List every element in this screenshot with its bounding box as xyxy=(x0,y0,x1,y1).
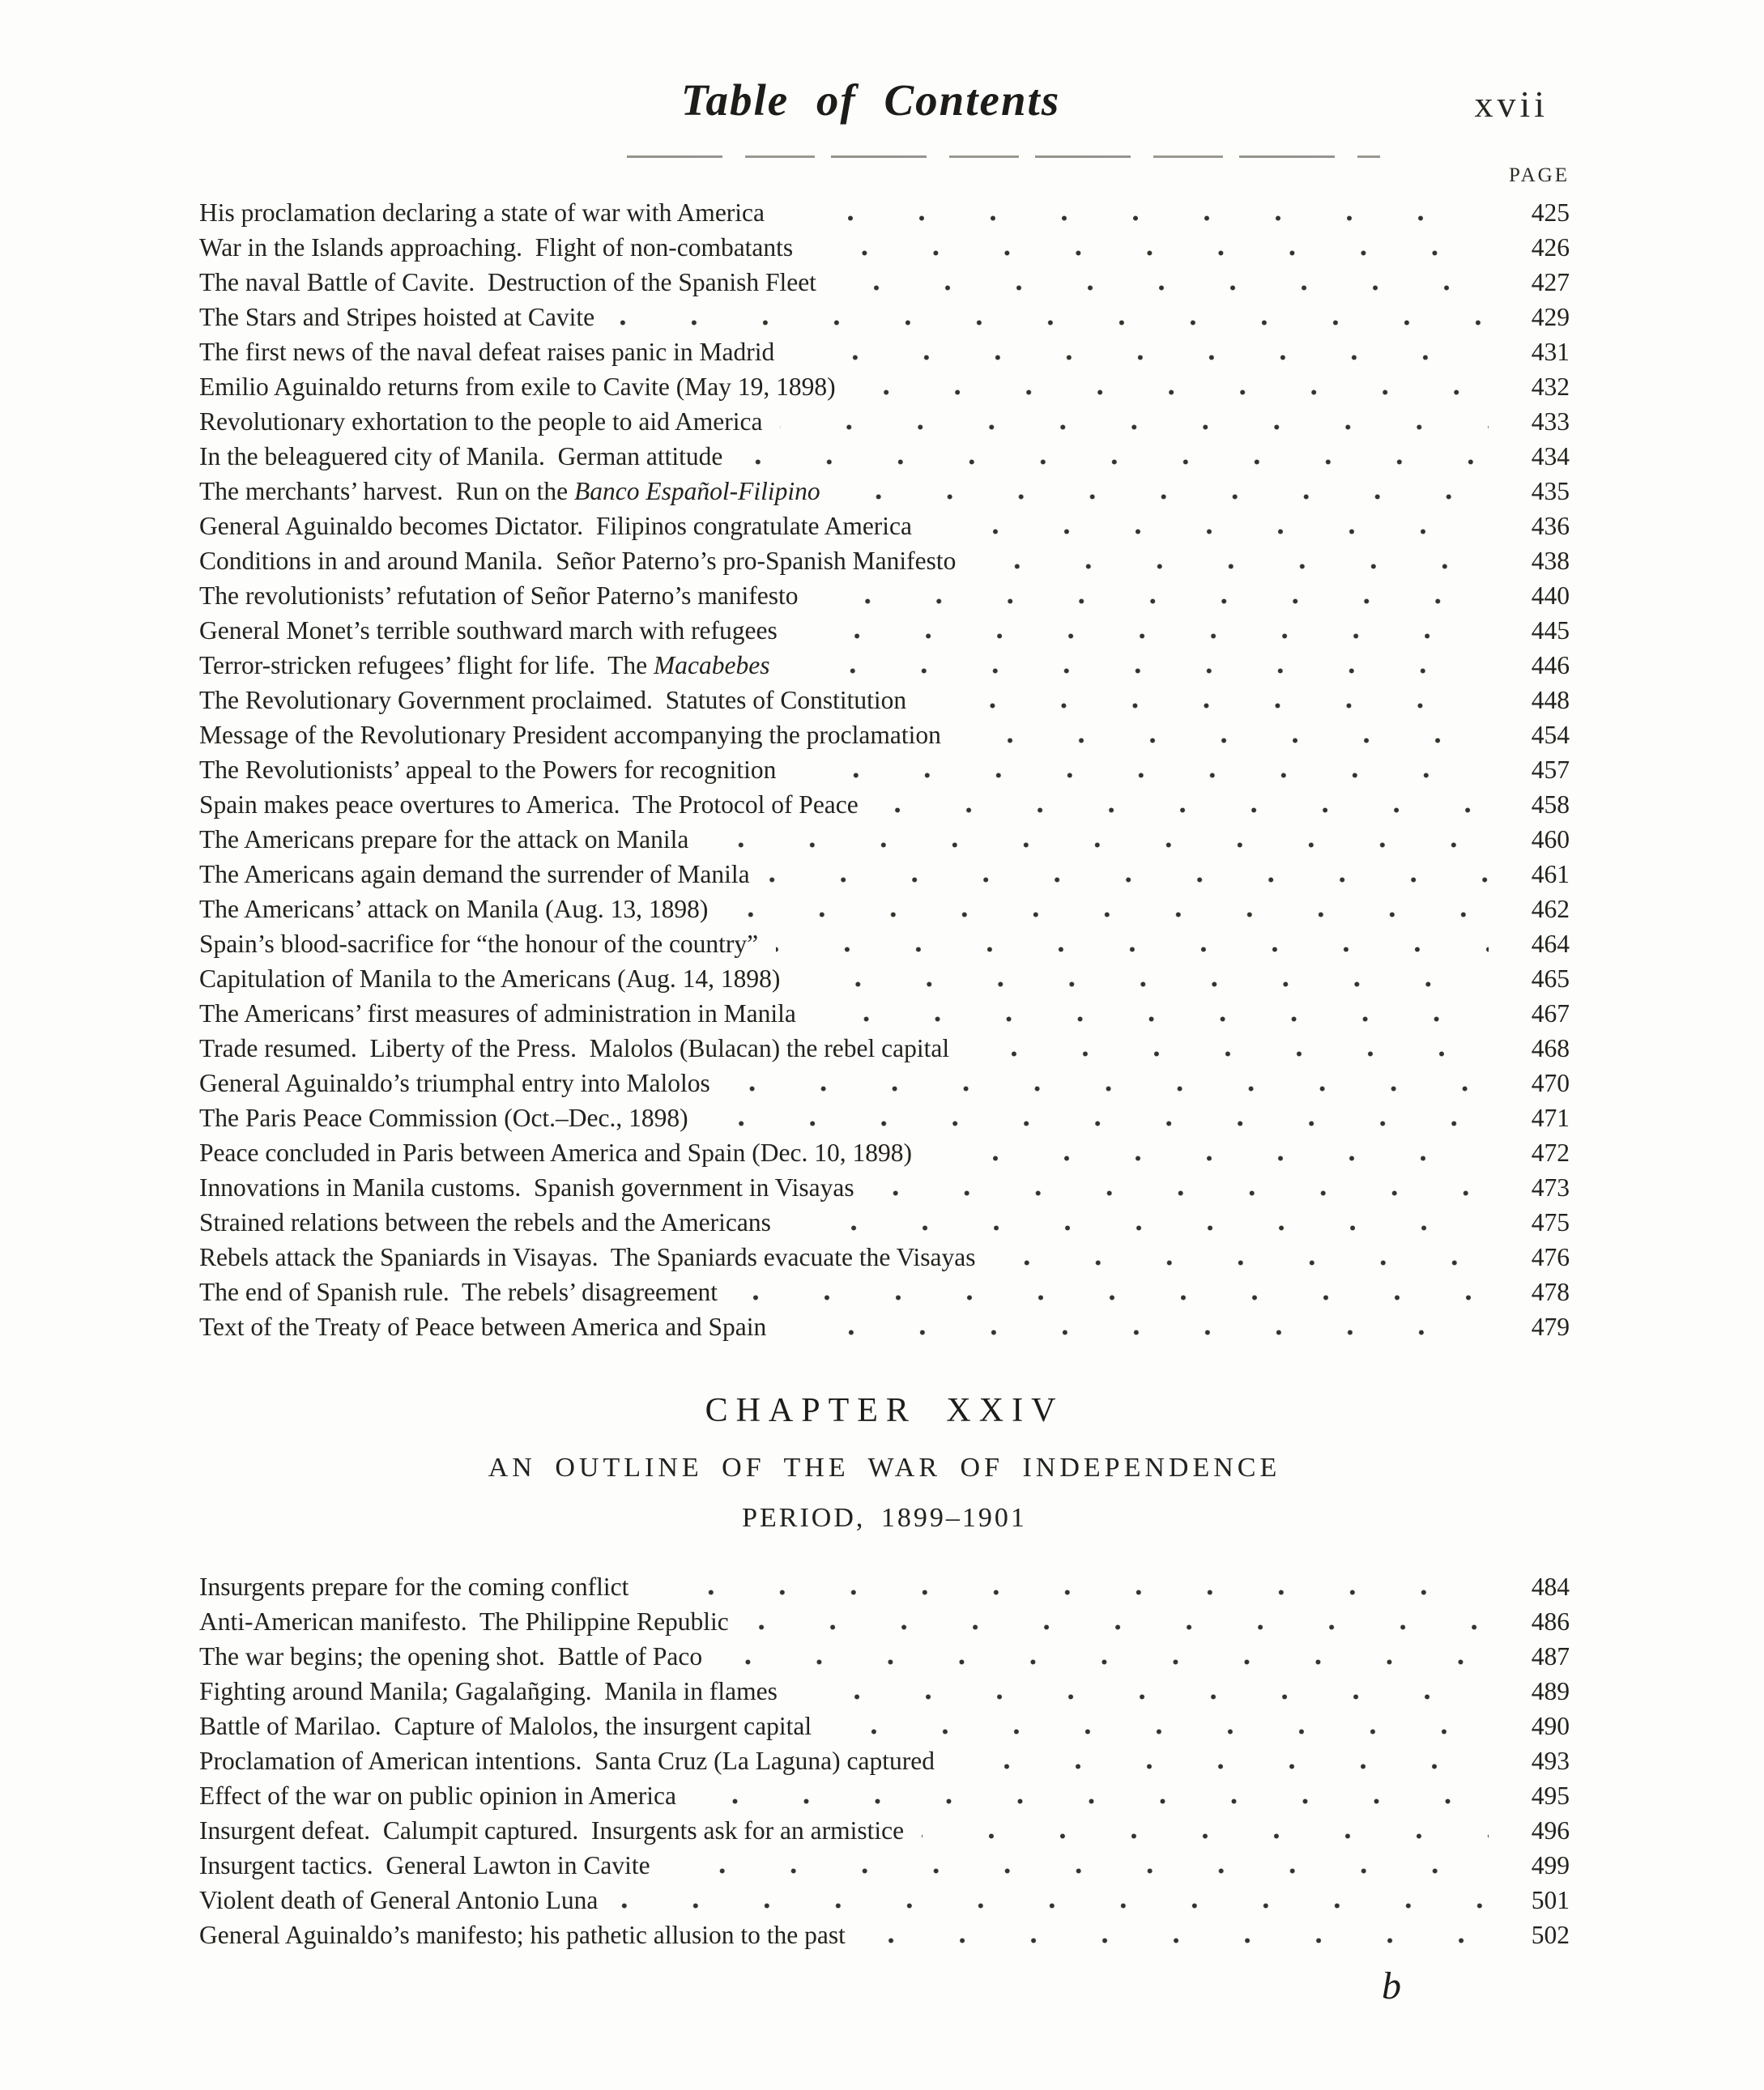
chapter-heading-block xyxy=(199,1391,1570,1534)
toc-entry xyxy=(199,1604,1570,1639)
toc-entry-title: General Aguinaldo’s triumphal entry into Malolos xyxy=(199,1069,710,1097)
toc-entry-title: Emilio Aguinaldo returns from exile to Cavite (May 19, 1898) xyxy=(199,372,836,401)
toc-entry xyxy=(199,1918,1570,1952)
toc-entry-page-number: 438 xyxy=(1531,547,1570,575)
dot-leader xyxy=(814,1015,1489,1023)
toc-entry-title: War in the Islands approaching. Flight of non-combatants xyxy=(199,233,794,262)
toc-entry xyxy=(199,1170,1570,1205)
toc-entry xyxy=(199,1275,1570,1309)
dot-leader xyxy=(863,1937,1489,1944)
dot-leader xyxy=(872,1190,1489,1197)
toc-entry-page-number: 460 xyxy=(1531,825,1570,853)
header-rule xyxy=(627,155,1380,158)
dot-leader xyxy=(740,458,1489,466)
dot-leader xyxy=(616,1902,1489,1909)
toc-entry-page-number: 471 xyxy=(1531,1104,1570,1132)
dot-leader xyxy=(706,841,1489,849)
toc-entry xyxy=(199,1813,1570,1848)
toc-entry-title: The Stars and Stripes hoisted at Cavite xyxy=(199,303,595,331)
dot-leader xyxy=(694,1798,1489,1805)
toc-entry xyxy=(199,369,1570,404)
toc-entry xyxy=(199,1709,1570,1743)
dot-leader xyxy=(668,1867,1489,1875)
toc-entry-page-number: 427 xyxy=(1531,268,1570,296)
dot-leader xyxy=(794,772,1489,779)
toc-entry-title: In the beleaguered city of Manila. German attitude xyxy=(199,442,723,470)
toc-entry-page-number: 425 xyxy=(1531,198,1570,227)
toc-entry-page-number: 478 xyxy=(1531,1278,1570,1306)
signature-mark: b xyxy=(1382,1964,1401,2007)
page-title: Table of Contents xyxy=(680,75,1061,125)
toc-entry xyxy=(199,1848,1570,1883)
toc-entry-title: Innovations in Manila customs. Spanish government in Visayas xyxy=(199,1173,854,1202)
chapter-title: CHAPTER XXIV xyxy=(705,1392,1064,1429)
dot-leader xyxy=(720,1658,1489,1666)
dot-leader xyxy=(784,1329,1489,1336)
toc-entry-title: Insurgent tactics. General Lawton in Cavite xyxy=(199,1851,650,1879)
toc-entry-title: Message of the Revolutionary President accompanying the proclamation xyxy=(199,721,941,749)
toc-entry-title: Proclamation of American intentions. Santa Cruz (La Laguna) captured xyxy=(199,1747,935,1775)
toc-entry-page-number: 490 xyxy=(1531,1712,1570,1740)
toc-entry xyxy=(199,265,1570,300)
toc-entry xyxy=(199,1066,1570,1100)
toc-entry-title: Anti-American manifesto. The Philippine Republic xyxy=(199,1607,729,1636)
dot-leader xyxy=(612,319,1489,326)
toc-entry xyxy=(199,1240,1570,1275)
dot-leader xyxy=(974,563,1489,570)
toc-entry-page-number: 457 xyxy=(1531,756,1570,784)
dot-leader xyxy=(735,1294,1489,1301)
toc-entry-page-number: 479 xyxy=(1531,1313,1570,1341)
dot-leader xyxy=(924,702,1489,709)
toc-entry-title: The revolutionists’ refutation of Señor Paterno’s manifesto xyxy=(199,581,799,610)
toc-entry-page-number: 458 xyxy=(1531,790,1570,819)
toc-entry-page-number: 432 xyxy=(1531,372,1570,401)
toc-entry xyxy=(199,683,1570,717)
toc-entry-page-number: 440 xyxy=(1531,581,1570,610)
dot-leader xyxy=(838,493,1489,500)
toc-entry-title: The war begins; the opening shot. Battle of Paco xyxy=(199,1642,703,1671)
toc-entry-page-number: 454 xyxy=(1531,721,1570,749)
dot-leader xyxy=(776,946,1489,953)
dot-leader xyxy=(816,598,1489,605)
table-of-contents xyxy=(199,195,1570,1952)
toc-entry-page-number: 501 xyxy=(1531,1886,1570,1914)
toc-entry-page-number: 489 xyxy=(1531,1677,1570,1705)
toc-entry-title: The first news of the naval defeat raises panic in Madrid xyxy=(199,338,775,366)
toc-entry-title: Insurgent defeat. Calumpit captured. Insurgents ask for an armistice xyxy=(199,1816,905,1845)
toc-entry-title: Spain makes peace overtures to America. The Protocol of Peace xyxy=(199,790,859,819)
dot-leader xyxy=(952,1763,1489,1770)
dot-leader xyxy=(728,1085,1489,1092)
toc-entry xyxy=(199,543,1570,578)
toc-entry-title: The Americans again demand the surrender of Manila xyxy=(199,860,750,888)
toc-entry xyxy=(199,752,1570,787)
toc-entry-page-number: 499 xyxy=(1531,1851,1570,1879)
toc-entry-page-number: 496 xyxy=(1531,1816,1570,1845)
page-column-label: PAGE xyxy=(1509,164,1570,186)
toc-entry xyxy=(199,1743,1570,1778)
toc-entry-page-number: 486 xyxy=(1531,1607,1570,1636)
toc-entry-title: General Aguinaldo’s manifesto; his pathetic allusion to the past xyxy=(199,1921,846,1949)
toc-entry xyxy=(199,1639,1570,1674)
toc-entry xyxy=(199,1569,1570,1604)
toc-entry-title: General Aguinaldo becomes Dictator. Filipinos congratulate America xyxy=(199,512,913,540)
toc-entry xyxy=(199,648,1570,683)
toc-entry-title: His proclamation declaring a state of war with America xyxy=(199,198,765,227)
dot-leader xyxy=(768,876,1489,883)
dot-leader xyxy=(795,1693,1489,1701)
toc-entries-top xyxy=(199,195,1570,1344)
toc-entry-title: Fighting around Manila; Gagalañging. Manila in flames xyxy=(199,1677,778,1705)
toc-entry xyxy=(199,892,1570,926)
folio-page-number: xvii xyxy=(1474,83,1549,125)
toc-entry-page-number: 495 xyxy=(1531,1781,1570,1810)
toc-entry xyxy=(199,474,1570,509)
toc-entry xyxy=(199,1883,1570,1918)
toc-entry xyxy=(199,334,1570,369)
dot-leader xyxy=(798,981,1489,988)
dot-leader xyxy=(829,1728,1489,1735)
toc-entry-title: Insurgents prepare for the coming conflict xyxy=(199,1573,629,1601)
dot-leader xyxy=(795,632,1489,640)
toc-entry-page-number: 429 xyxy=(1531,303,1570,331)
dot-leader xyxy=(789,1224,1489,1232)
toc-entry-title: Battle of Marilao. Capture of Malolos, the insurgent capital xyxy=(199,1712,812,1740)
toc-entry xyxy=(199,509,1570,543)
toc-entry-page-number: 467 xyxy=(1531,999,1570,1028)
toc-entry-page-number: 431 xyxy=(1531,338,1570,366)
toc-entry-title: The merchants’ harvest. Run on the Banco Español-Filipino xyxy=(199,477,820,505)
dot-leader xyxy=(930,528,1489,535)
dot-leader xyxy=(854,389,1489,396)
toc-entry xyxy=(199,1309,1570,1344)
toc-entry-page-number: 472 xyxy=(1531,1139,1570,1167)
toc-entry xyxy=(199,1100,1570,1135)
toc-entry-page-number: 470 xyxy=(1531,1069,1570,1097)
dot-leader xyxy=(706,1120,1489,1127)
toc-entry xyxy=(199,1135,1570,1170)
toc-entry xyxy=(199,1205,1570,1240)
toc-entry-title: The naval Battle of Cavite. Destruction of the Spanish Fleet xyxy=(199,268,816,296)
toc-entry-page-number: 464 xyxy=(1531,930,1570,958)
toc-entry-page-number: 436 xyxy=(1531,512,1570,540)
dot-leader xyxy=(967,1050,1489,1058)
toc-entry-title: Conditions in and around Manila. Señor Paterno’s pro-Spanish Manifesto xyxy=(199,547,957,575)
toc-entry xyxy=(199,857,1570,892)
toc-entry xyxy=(199,822,1570,857)
toc-entry xyxy=(199,439,1570,474)
toc-entry xyxy=(199,613,1570,648)
toc-entry-page-number: 468 xyxy=(1531,1034,1570,1062)
dot-leader xyxy=(834,284,1489,292)
dot-leader xyxy=(930,1155,1489,1162)
toc-entry-title: The Revolutionists’ appeal to the Powers for recognition xyxy=(199,756,777,784)
toc-entry-page-number: 445 xyxy=(1531,616,1570,645)
toc-entry-page-number: 434 xyxy=(1531,442,1570,470)
dot-leader xyxy=(959,737,1489,744)
toc-entry-page-number: 462 xyxy=(1531,895,1570,923)
toc-entry-title: The Revolutionary Government proclaimed. Statutes of Constitution xyxy=(199,686,907,714)
dot-leader xyxy=(792,354,1489,361)
toc-entry-title: Strained relations between the rebels and the Americans xyxy=(199,1208,771,1237)
toc-entry-title: The Paris Peace Commission (Oct.–Dec., 1898) xyxy=(199,1104,688,1132)
toc-entry xyxy=(199,926,1570,961)
toc-entry-page-number: 493 xyxy=(1531,1747,1570,1775)
toc-entry-title: Spain’s blood-sacrifice for “the honour of the country” xyxy=(199,930,759,958)
toc-entry xyxy=(199,230,1570,265)
toc-entry-title: Revolutionary exhortation to the people to aid America xyxy=(199,407,763,436)
toc-entry xyxy=(199,717,1570,752)
toc-entry-page-number: 435 xyxy=(1531,477,1570,505)
dot-leader xyxy=(811,249,1489,257)
toc-entry-page-number: 475 xyxy=(1531,1208,1570,1237)
toc-entry xyxy=(199,578,1570,613)
header-row xyxy=(199,74,1570,136)
dot-leader xyxy=(747,1624,1489,1631)
toc-entry-title: The Americans prepare for the attack on Manila xyxy=(199,825,689,853)
toc-entry xyxy=(199,961,1570,996)
toc-entry-title: The Americans’ attack on Manila (Aug. 13, 1898) xyxy=(199,895,709,923)
toc-entry-page-number: 448 xyxy=(1531,686,1570,714)
dot-leader xyxy=(876,807,1489,814)
toc-entry-page-number: 461 xyxy=(1531,860,1570,888)
dot-leader xyxy=(780,424,1489,431)
toc-entry xyxy=(199,195,1570,230)
toc-entry xyxy=(199,404,1570,439)
chapter-subtitle: AN OUTLINE OF THE WAR OF INDEPENDENCE xyxy=(488,1453,1281,1483)
toc-entry-page-number: 433 xyxy=(1531,407,1570,436)
toc-entry xyxy=(199,1674,1570,1709)
page-header xyxy=(199,74,1570,187)
toc-entry-title: Capitulation of Manila to the Americans (Aug. 14, 1898) xyxy=(199,964,781,993)
toc-entry-title: Terror-stricken refugees’ flight for life. The Macabebes xyxy=(199,651,770,679)
chapter-period: PERIOD, 1899–1901 xyxy=(742,1503,1027,1533)
toc-entry xyxy=(199,1031,1570,1066)
toc-entry-title: The end of Spanish rule. The rebels’ disagreement xyxy=(199,1278,718,1306)
toc-entry xyxy=(199,787,1570,822)
toc-entries-chapter xyxy=(199,1569,1570,1952)
dot-leader xyxy=(726,911,1489,918)
toc-entry-page-number: 502 xyxy=(1531,1921,1570,1949)
toc-entry xyxy=(199,1778,1570,1813)
toc-entry-title: Trade resumed. Liberty of the Press. Malolos (Bulacan) the rebel capital xyxy=(199,1034,950,1062)
dot-leader xyxy=(922,1832,1489,1840)
toc-entry xyxy=(199,996,1570,1031)
page-footer xyxy=(199,1964,1570,2008)
toc-entry-page-number: 476 xyxy=(1531,1243,1570,1271)
toc-entry-page-number: 465 xyxy=(1531,964,1570,993)
toc-entry-page-number: 426 xyxy=(1531,233,1570,262)
page-content xyxy=(199,0,1570,2008)
dot-leader xyxy=(787,667,1489,675)
dot-leader xyxy=(646,1589,1489,1596)
toc-entry-page-number: 473 xyxy=(1531,1173,1570,1202)
toc-entry-title: Text of the Treaty of Peace between America and Spain xyxy=(199,1313,767,1341)
toc-entry-page-number: 484 xyxy=(1531,1573,1570,1601)
toc-entry-title: Effect of the war on public opinion in America xyxy=(199,1781,676,1810)
dot-leader xyxy=(993,1259,1489,1266)
toc-entry-page-number: 446 xyxy=(1531,651,1570,679)
toc-entry-title: Peace concluded in Paris between America and Spain (Dec. 10, 1898) xyxy=(199,1139,912,1167)
toc-entry-page-number: 487 xyxy=(1531,1642,1570,1671)
toc-entry-title: The Americans’ first measures of administration in Manila xyxy=(199,999,796,1028)
dot-leader xyxy=(782,215,1489,222)
toc-entry-title: General Monet’s terrible southward march with refugees xyxy=(199,616,778,645)
toc-entry xyxy=(199,300,1570,334)
toc-entry-title: Violent death of General Antonio Luna xyxy=(199,1886,599,1914)
toc-entry-title: Rebels attack the Spaniards in Visayas. The Spaniards evacuate the Visayas xyxy=(199,1243,976,1271)
